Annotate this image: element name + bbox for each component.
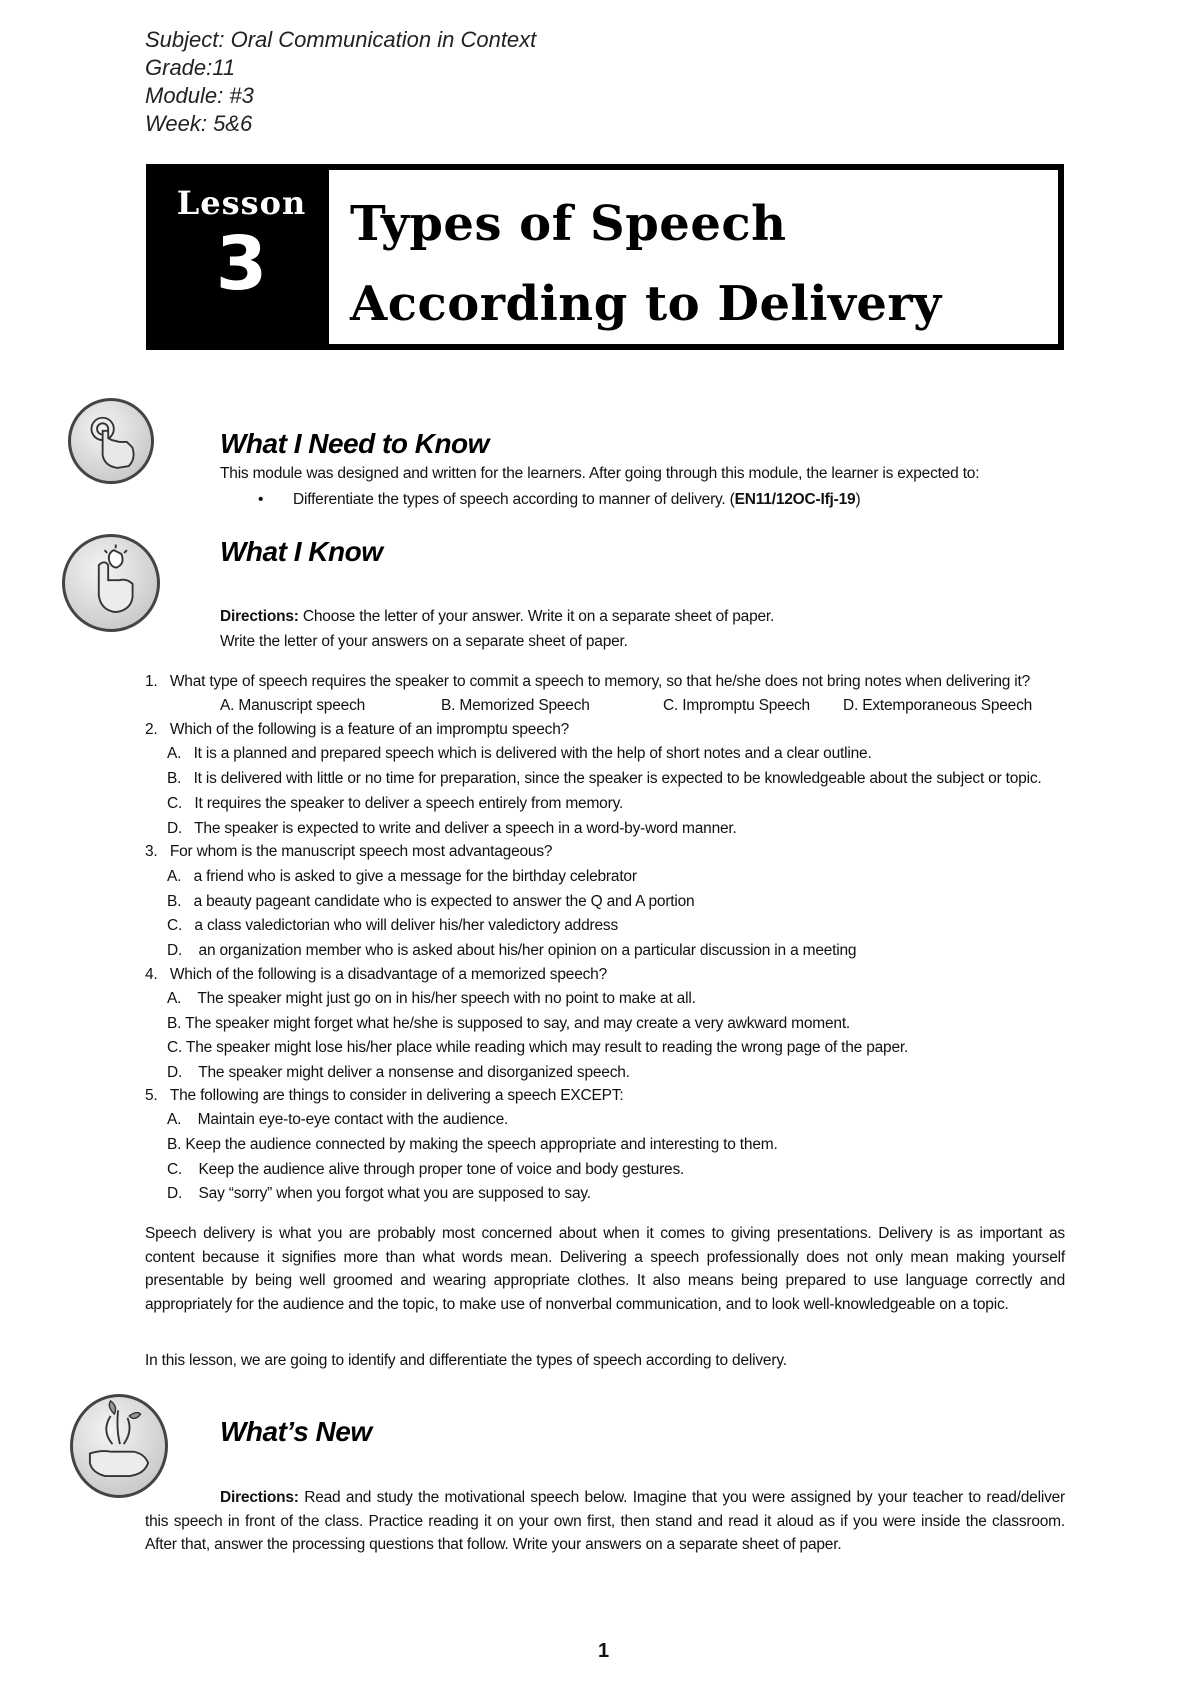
directions-label: Directions: xyxy=(220,608,299,625)
directions-line2: Write the letter of your answers on a separate sheet of paper. xyxy=(220,633,628,650)
need-to-know-title: What I Need to Know xyxy=(220,428,489,459)
question-number: 1. xyxy=(145,673,158,690)
competency-code: EN11/12OC-Ifj-19 xyxy=(734,491,856,508)
question-4 xyxy=(145,966,607,984)
question-3 xyxy=(145,843,552,861)
delivery-paragraph: Speech delivery is what you are probably most concerned about when it comes to giving presentations. Delivery is as important as content because it signifies more than what words mean. Delivering a speech professionally does not only mean making yourself presentable by being well groomed and wearing appropriate clothes. It also means being prepared to use language correctly and appropriately for the audience and the topic, to make use of nonverbal communication, and to look well-knowledgeable on a topic. xyxy=(145,1225,1065,1313)
whats-new-title: What’s New xyxy=(220,1416,372,1447)
q2-option-d: D. The speaker is expected to write and deliver a speech in a word-by-word manner. xyxy=(167,820,737,837)
q5-option-d: D. Say “sorry” when you forgot what you are supposed to say. xyxy=(167,1185,591,1202)
directions-label: Directions: xyxy=(220,1489,299,1506)
q1-option-a: A. Manuscript speech xyxy=(220,697,366,714)
lesson-intro-paragraph: In this lesson, we are going to identify and differentiate the types of speech according to delivery. xyxy=(145,1352,787,1369)
question-2 xyxy=(145,721,569,739)
question-number: 4. xyxy=(145,966,158,983)
q2-option-a: A. It is a planned and prepared speech which is delivered with the help of short notes and a clear outline. xyxy=(167,745,872,762)
directions-text: Choose the letter of your answer. Write it on a separate sheet of paper. xyxy=(298,608,775,625)
subject-line: Subject: Oral Communication in Context xyxy=(145,27,537,52)
header-meta xyxy=(145,26,536,138)
lesson-banner xyxy=(146,164,1064,350)
plant-hand-icon xyxy=(70,1394,168,1498)
question-text: Which of the following is a disadvantage of a memorized speech? xyxy=(169,966,608,983)
q3-option-d: D. an organization member who is asked about his/her opinion on a particular discussion in a meeting xyxy=(167,942,857,959)
objective-bullet: • xyxy=(258,491,264,508)
question-number: 2. xyxy=(145,721,158,738)
q1-option-c: C. Impromptu Speech xyxy=(663,697,810,714)
grade-line: Grade:11 xyxy=(145,55,236,80)
q2-option-c: C. It requires the speaker to deliver a speech entirely from memory. xyxy=(167,795,624,812)
question-text: For whom is the manuscript speech most advantageous? xyxy=(169,843,553,860)
question-number: 3. xyxy=(145,843,158,860)
q4-option-d: D. The speaker might deliver a nonsense and disorganized speech. xyxy=(167,1064,630,1081)
lesson-title xyxy=(350,184,942,344)
week-line: Week: 5&6 xyxy=(145,111,253,136)
objective-item xyxy=(293,490,860,510)
question-number: 5. xyxy=(145,1087,158,1104)
lesson-word: Lesson xyxy=(176,184,307,222)
question-text: Which of the following is a feature of an impromptu speech? xyxy=(169,721,570,738)
lesson-title-line1: Types of Speech xyxy=(350,196,787,252)
objective-text: Differentiate the types of speech according to manner of delivery. ( xyxy=(293,491,735,508)
touch-hand-icon xyxy=(68,398,154,484)
question-5 xyxy=(145,1087,623,1105)
q5-option-b: B. Keep the audience connected by making the speech appropriate and interesting to them. xyxy=(167,1136,778,1153)
what-i-know-title: What I Know xyxy=(220,536,383,567)
need-to-know-intro: This module was designed and written for the learners. After going through this module, the learner is expected to: xyxy=(220,465,980,482)
idea-hand-icon xyxy=(62,534,160,632)
question-text: What type of speech requires the speaker to commit a speech to memory, so that he/she does not bring notes when delivering it? xyxy=(169,673,1031,690)
what-i-know-directions xyxy=(220,607,774,627)
q5-option-c: C. Keep the audience alive through proper tone of voice and body gestures. xyxy=(167,1161,685,1178)
q4-option-b: B. The speaker might forget what he/she is supposed to say, and may create a very awkward moment. xyxy=(167,1015,851,1032)
whats-new-directions xyxy=(145,1486,1065,1557)
q2-option-b: B. It is delivered with little or no time for preparation, since the speaker is expected to be knowledgeable about the subject or topic. xyxy=(167,770,1042,787)
q5-option-a: A. Maintain eye-to-eye contact with the audience. xyxy=(167,1111,509,1128)
q3-option-a: A. a friend who is asked to give a message for the birthday celebrator xyxy=(167,868,637,885)
question-1 xyxy=(145,673,1030,691)
q1-option-d: D. Extemporaneous Speech xyxy=(843,697,1033,714)
q4-option-a: A. The speaker might just go on in his/her speech with no point to make at all. xyxy=(167,990,696,1007)
q3-option-b: B. a beauty pageant candidate who is expected to answer the Q and A portion xyxy=(167,893,695,910)
lesson-title-line2: According to Delivery xyxy=(350,276,942,332)
lesson-label-block xyxy=(154,170,329,344)
question-text: The following are things to consider in delivering a speech EXCEPT: xyxy=(169,1087,624,1104)
objective-close: ) xyxy=(855,491,861,508)
page-number: 1 xyxy=(598,1640,610,1662)
q4-option-c: C. The speaker might lose his/her place while reading which may result to reading the wrong page of the paper. xyxy=(167,1039,909,1056)
module-line: Module: #3 xyxy=(145,83,254,108)
lesson-number: 3 xyxy=(215,221,268,307)
directions-text: Read and study the motivational speech below. Imagine that you were assigned by your teacher to read/deliver this speech in front of the class. Practice reading it on your own first, then stand and read it aloud as if you were inside the classroom. After that, answer the processing questions that follow. Write your answers on a separate sheet of paper. xyxy=(145,1489,1065,1553)
q3-option-c: C. a class valedictorian who will deliver his/her valedictory address xyxy=(167,917,618,934)
q1-option-b: B. Memorized Speech xyxy=(441,697,590,714)
